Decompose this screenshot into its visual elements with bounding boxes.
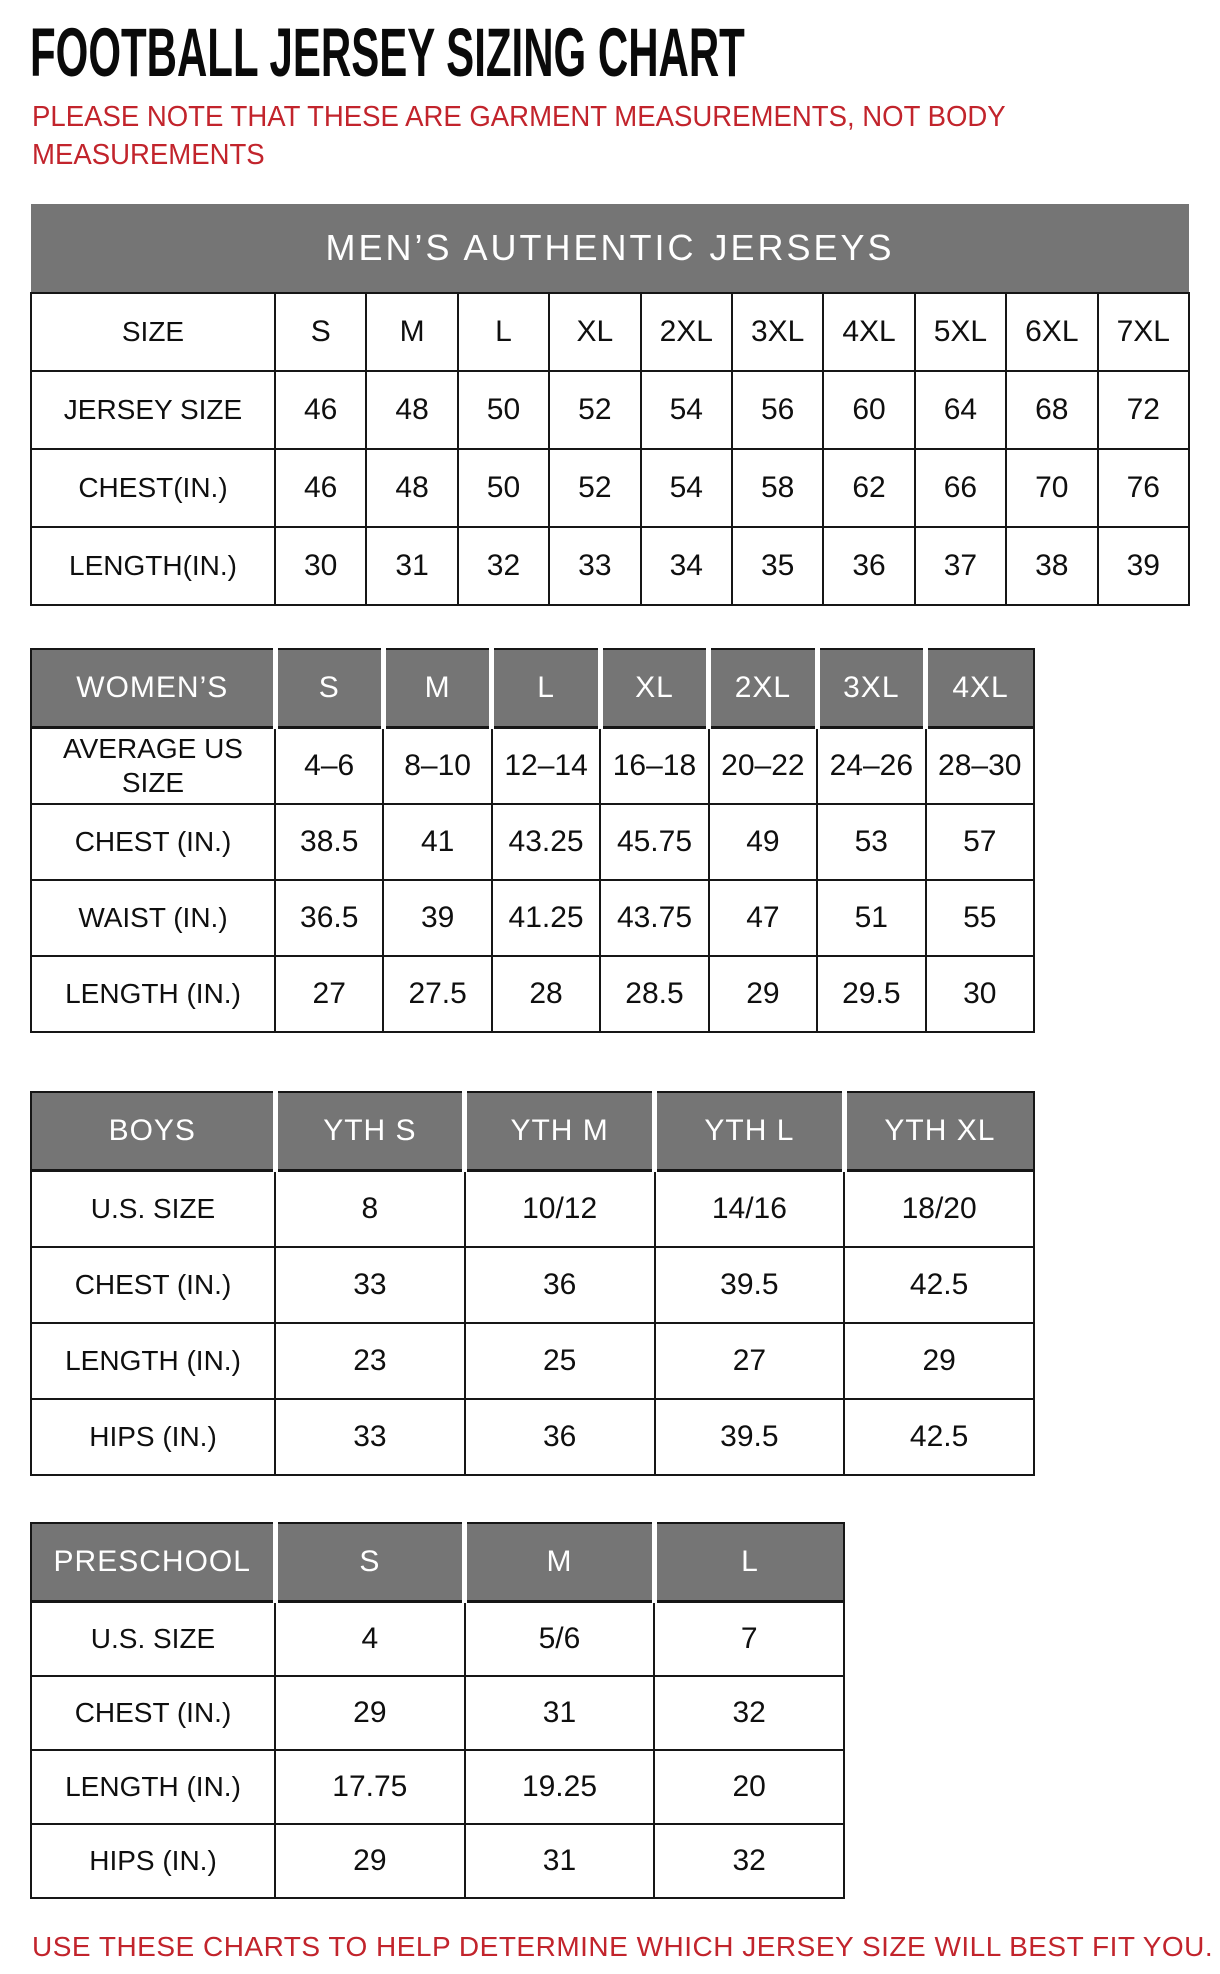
- value-cell: 36: [823, 527, 914, 605]
- womens-jerseys-table: [30, 648, 1035, 1033]
- value-cell: 66: [915, 449, 1006, 527]
- value-cell: 68: [1006, 371, 1097, 449]
- value-cell: 29: [709, 956, 817, 1032]
- garment-measurement-note-line2: MEASUREMENTS: [32, 139, 265, 171]
- value-cell: M: [366, 293, 457, 371]
- value-cell: 54: [641, 371, 732, 449]
- value-cell: 29: [275, 1676, 465, 1750]
- value-cell: 41: [383, 804, 491, 880]
- value-cell: 54: [641, 449, 732, 527]
- value-cell: 50: [458, 371, 549, 449]
- value-cell: 27: [655, 1323, 845, 1399]
- value-cell: 32: [654, 1676, 844, 1750]
- table-header-row: [31, 649, 1034, 728]
- table-row: [31, 449, 1189, 527]
- value-cell: 46: [275, 371, 366, 449]
- value-cell: XL: [549, 293, 640, 371]
- value-cell: 36: [465, 1399, 655, 1475]
- row-label: LENGTH (IN.): [31, 956, 275, 1032]
- value-cell: 36: [465, 1247, 655, 1323]
- value-cell: 14/16: [655, 1171, 845, 1248]
- value-cell: 39: [1098, 527, 1189, 605]
- value-cell: 52: [549, 449, 640, 527]
- size-header-cell: 2XL: [709, 649, 817, 728]
- value-cell: 35: [732, 527, 823, 605]
- value-cell: 52: [549, 371, 640, 449]
- table-row: [31, 804, 1034, 880]
- value-cell: L: [458, 293, 549, 371]
- size-header-cell: 4XL: [926, 649, 1034, 728]
- value-cell: 57: [926, 804, 1034, 880]
- row-label: CHEST (IN.): [31, 1676, 275, 1750]
- value-cell: 7: [654, 1602, 844, 1677]
- row-label: WAIST (IN.): [31, 880, 275, 956]
- table-row: [31, 1676, 844, 1750]
- size-header-cell: L: [654, 1523, 844, 1602]
- value-cell: 28.5: [600, 956, 708, 1032]
- value-cell: 56: [732, 371, 823, 449]
- row-label: HIPS (IN.): [31, 1399, 275, 1475]
- value-cell: 33: [549, 527, 640, 605]
- row-label: CHEST (IN.): [31, 1247, 275, 1323]
- value-cell: 16–18: [600, 728, 708, 805]
- value-cell: 31: [465, 1676, 655, 1750]
- value-cell: 48: [366, 371, 457, 449]
- table-row: [31, 371, 1189, 449]
- size-header-cell: L: [492, 649, 600, 728]
- value-cell: 50: [458, 449, 549, 527]
- table-row: [31, 1602, 844, 1677]
- page-title-text: FOOTBALL JERSEY SIZING CHART: [30, 14, 745, 91]
- value-cell: 45.75: [600, 804, 708, 880]
- table-row: [31, 880, 1034, 956]
- value-cell: 37: [915, 527, 1006, 605]
- value-cell: 20: [654, 1750, 844, 1824]
- value-cell: 53: [817, 804, 925, 880]
- size-header-cell: 3XL: [817, 649, 925, 728]
- value-cell: 33: [275, 1247, 465, 1323]
- preschool-jerseys-table: [30, 1522, 845, 1899]
- value-cell: 39.5: [655, 1247, 845, 1323]
- row-label: CHEST (IN.): [31, 804, 275, 880]
- value-cell: 76: [1098, 449, 1189, 527]
- value-cell: 36.5: [275, 880, 383, 956]
- row-label: JERSEY SIZE: [31, 371, 275, 449]
- size-header-cell: XL: [600, 649, 708, 728]
- table-row: [31, 1323, 1034, 1399]
- value-cell: 39: [383, 880, 491, 956]
- value-cell: 46: [275, 449, 366, 527]
- table-row: [31, 527, 1189, 605]
- table-row: [31, 956, 1034, 1032]
- value-cell: 43.25: [492, 804, 600, 880]
- value-cell: 2XL: [641, 293, 732, 371]
- value-cell: 29: [844, 1323, 1034, 1399]
- value-cell: 23: [275, 1323, 465, 1399]
- table-row: [31, 1247, 1034, 1323]
- size-header-cell: YTH M: [465, 1092, 655, 1171]
- value-cell: 47: [709, 880, 817, 956]
- value-cell: 42.5: [844, 1247, 1034, 1323]
- row-label: LENGTH (IN.): [31, 1323, 275, 1399]
- size-header-cell: S: [275, 1523, 465, 1602]
- table-row: [31, 728, 1034, 805]
- value-cell: 72: [1098, 371, 1189, 449]
- value-cell: 38.5: [275, 804, 383, 880]
- value-cell: 5XL: [915, 293, 1006, 371]
- value-cell: 38: [1006, 527, 1097, 605]
- row-label: LENGTH (IN.): [31, 1750, 275, 1824]
- value-cell: 34: [641, 527, 732, 605]
- size-header-cell: S: [275, 649, 383, 728]
- value-cell: 12–14: [492, 728, 600, 805]
- value-cell: 27: [275, 956, 383, 1032]
- row-label: AVERAGE US SIZE: [31, 728, 275, 805]
- value-cell: 3XL: [732, 293, 823, 371]
- size-header-cell: YTH XL: [844, 1092, 1034, 1171]
- value-cell: 32: [458, 527, 549, 605]
- value-cell: 6XL: [1006, 293, 1097, 371]
- garment-measurement-note-line1: PLEASE NOTE THAT THESE ARE GARMENT MEASUREMENTS, NOT BODY: [32, 101, 1006, 133]
- table-row: [31, 1171, 1034, 1248]
- value-cell: 4: [275, 1602, 465, 1677]
- footer-note: USE THESE CHARTS TO HELP DETERMINE WHICH JERSEY SIZE WILL BEST FIT YOU.: [32, 1931, 1214, 1962]
- table-row: [31, 1750, 844, 1824]
- value-cell: 51: [817, 880, 925, 956]
- row-label: SIZE: [31, 293, 275, 371]
- size-header-cell: M: [465, 1523, 655, 1602]
- table-banner: MEN’S AUTHENTIC JERSEYS: [31, 204, 1189, 293]
- value-cell: S: [275, 293, 366, 371]
- value-cell: 30: [275, 527, 366, 605]
- value-cell: 4–6: [275, 728, 383, 805]
- value-cell: 70: [1006, 449, 1097, 527]
- value-cell: 24–26: [817, 728, 925, 805]
- boys-jerseys-table: [30, 1091, 1035, 1476]
- value-cell: 7XL: [1098, 293, 1189, 371]
- row-label: U.S. SIZE: [31, 1171, 275, 1248]
- value-cell: 8–10: [383, 728, 491, 805]
- value-cell: 64: [915, 371, 1006, 449]
- table-title-cell: BOYS: [31, 1092, 275, 1171]
- size-header-cell: M: [383, 649, 491, 728]
- value-cell: 55: [926, 880, 1034, 956]
- size-header-cell: YTH L: [655, 1092, 845, 1171]
- row-label: U.S. SIZE: [31, 1602, 275, 1677]
- garment-measurement-note: [32, 98, 1190, 174]
- table-header-row: [31, 1523, 844, 1602]
- value-cell: 43.75: [600, 880, 708, 956]
- row-label: CHEST(IN.): [31, 449, 275, 527]
- value-cell: 31: [465, 1824, 655, 1898]
- value-cell: 30: [926, 956, 1034, 1032]
- table-row: [31, 1399, 1034, 1475]
- row-label: HIPS (IN.): [31, 1824, 275, 1898]
- table-title-cell: PRESCHOOL: [31, 1523, 275, 1602]
- value-cell: 28–30: [926, 728, 1034, 805]
- value-cell: 29.5: [817, 956, 925, 1032]
- table-row: [31, 293, 1189, 371]
- page-title: [30, 14, 1190, 91]
- value-cell: 19.25: [465, 1750, 655, 1824]
- value-cell: 41.25: [492, 880, 600, 956]
- value-cell: 49: [709, 804, 817, 880]
- value-cell: 4XL: [823, 293, 914, 371]
- size-header-cell: YTH S: [275, 1092, 465, 1171]
- value-cell: 39.5: [655, 1399, 845, 1475]
- table-row: [31, 1824, 844, 1898]
- value-cell: 10/12: [465, 1171, 655, 1248]
- value-cell: 25: [465, 1323, 655, 1399]
- value-cell: 20–22: [709, 728, 817, 805]
- value-cell: 58: [732, 449, 823, 527]
- value-cell: 8: [275, 1171, 465, 1248]
- mens-authentic-jerseys-table: [30, 204, 1190, 606]
- value-cell: 33: [275, 1399, 465, 1475]
- table-banner-row: [31, 204, 1189, 293]
- value-cell: 31: [366, 527, 457, 605]
- value-cell: 48: [366, 449, 457, 527]
- value-cell: 28: [492, 956, 600, 1032]
- value-cell: 5/6: [465, 1602, 655, 1677]
- value-cell: 62: [823, 449, 914, 527]
- value-cell: 17.75: [275, 1750, 465, 1824]
- value-cell: 18/20: [844, 1171, 1034, 1248]
- value-cell: 42.5: [844, 1399, 1034, 1475]
- row-label: LENGTH(IN.): [31, 527, 275, 605]
- table-title-cell: WOMEN’S: [31, 649, 275, 728]
- value-cell: 32: [654, 1824, 844, 1898]
- value-cell: 29: [275, 1824, 465, 1898]
- table-header-row: [31, 1092, 1034, 1171]
- value-cell: 60: [823, 371, 914, 449]
- value-cell: 27.5: [383, 956, 491, 1032]
